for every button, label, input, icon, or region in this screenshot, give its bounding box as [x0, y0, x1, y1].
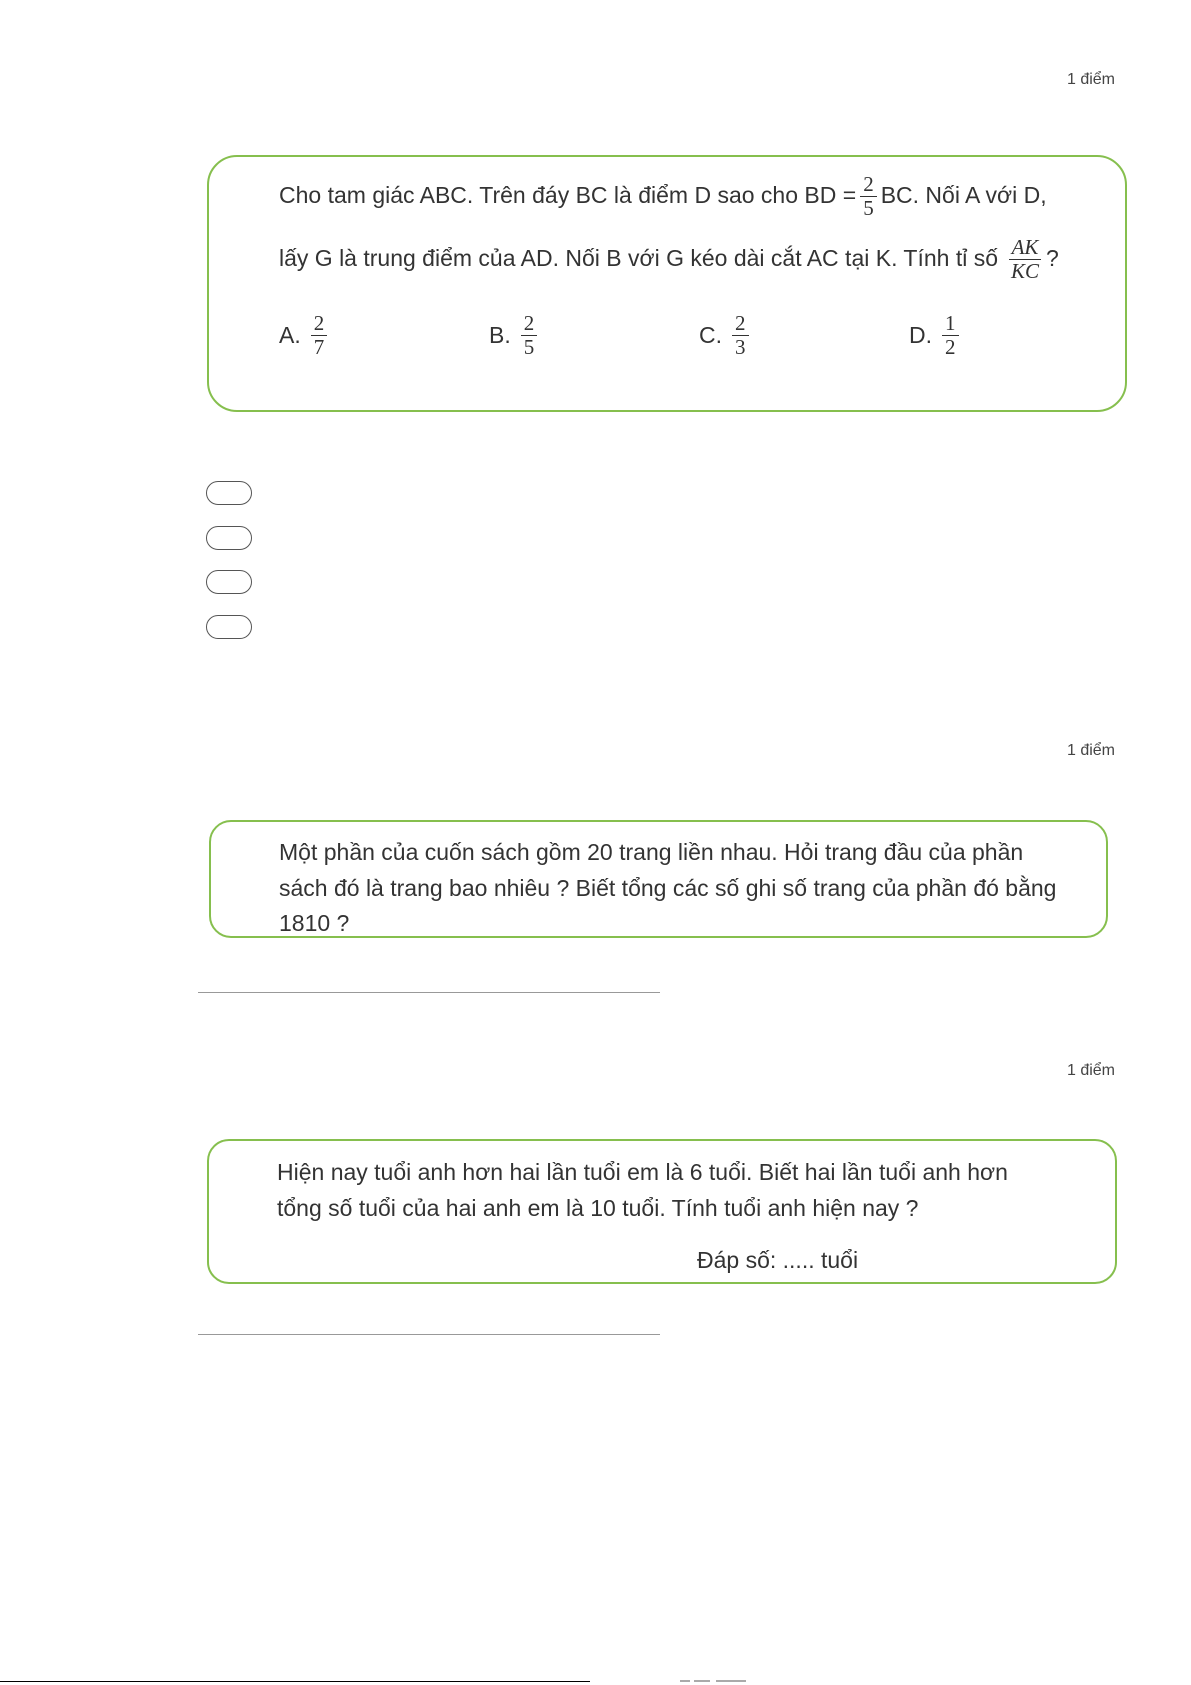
radio-option-a[interactable]	[206, 481, 252, 505]
option-a	[279, 312, 331, 359]
fraction-denominator: 7	[313, 335, 325, 359]
fraction-denominator: KC	[1011, 259, 1040, 284]
option-letter: C.	[699, 322, 722, 348]
q1-line-2-text-b: ?	[1046, 245, 1059, 271]
q2-line-1: Một phần của cuốn sách gồm 20 trang liền nhau. Hỏi trang đầu của phần	[279, 839, 1024, 865]
fraction-numerator: 1	[942, 312, 959, 336]
q2-answer-input[interactable]	[198, 992, 660, 993]
option-letter: D.	[909, 322, 932, 348]
fraction-numerator: 2	[311, 312, 328, 336]
option-letter: B.	[489, 322, 511, 348]
q2-line-3: 1810 ?	[279, 910, 350, 936]
fraction-numerator: AK	[1009, 236, 1042, 260]
option-fraction	[311, 312, 328, 359]
q3-question-box	[207, 1139, 1117, 1284]
q2-question-box	[209, 820, 1108, 938]
q1-line-1-text-a: Cho tam giác ABC. Trên đáy BC là điểm D sao cho BD =	[279, 182, 857, 208]
fraction-denominator: 3	[735, 335, 746, 359]
q1-line-2-text-a: lấy G là trung điểm của AD. Nối B với G kéo dài cắt AC tại K. Tính tỉ số	[279, 245, 999, 271]
fraction-numerator: 2	[732, 312, 749, 336]
footer-rule	[0, 1681, 590, 1682]
fraction-ak-kc	[1008, 236, 1042, 283]
fraction-denominator: 5	[523, 335, 535, 359]
option-fraction	[732, 312, 749, 359]
option-fraction	[942, 312, 959, 359]
q1-line-1-text-b: BC. Nối A với D,	[880, 182, 1047, 208]
fraction-denominator: 2	[945, 335, 956, 359]
q3-points-label: 1 điểm	[1066, 1062, 1115, 1079]
q1-question-box	[207, 155, 1127, 412]
radio-option-d[interactable]	[206, 615, 252, 639]
q2-points-label: 1 điểm	[1066, 742, 1115, 759]
q3-answer-text: Đáp số: ..... tuổi	[697, 1247, 859, 1273]
option-fraction	[521, 312, 538, 359]
q3-answer-input[interactable]	[198, 1334, 660, 1335]
fraction-denominator: 5	[863, 196, 874, 221]
q2-line-2: sách đó là trang bao nhiêu ? Biết tổng các số ghi số trang của phần đó bằng	[279, 875, 1057, 901]
option-letter: A.	[279, 322, 301, 348]
q1-points-label: 1 điểm	[1066, 71, 1115, 88]
option-d	[909, 312, 963, 359]
radio-option-b[interactable]	[206, 526, 252, 550]
radio-option-c[interactable]	[206, 570, 252, 594]
q3-line-1: Hiện nay tuổi anh hơn hai lần tuổi em là 6 tuổi. Biết hai lần tuổi anh hơn	[277, 1159, 1008, 1185]
option-c	[699, 312, 753, 359]
fraction-numerator: 2	[860, 173, 877, 197]
option-b	[489, 312, 541, 359]
fraction-numerator: 2	[521, 312, 538, 336]
footer-cutoff-text	[680, 1672, 750, 1685]
q1-line-2	[279, 228, 1059, 288]
q1-line-1	[279, 165, 1047, 225]
fraction-bd	[860, 173, 877, 220]
q3-line-2: tổng số tuổi của hai anh em là 10 tuổi. Tính tuổi anh hiện nay ?	[277, 1195, 919, 1221]
